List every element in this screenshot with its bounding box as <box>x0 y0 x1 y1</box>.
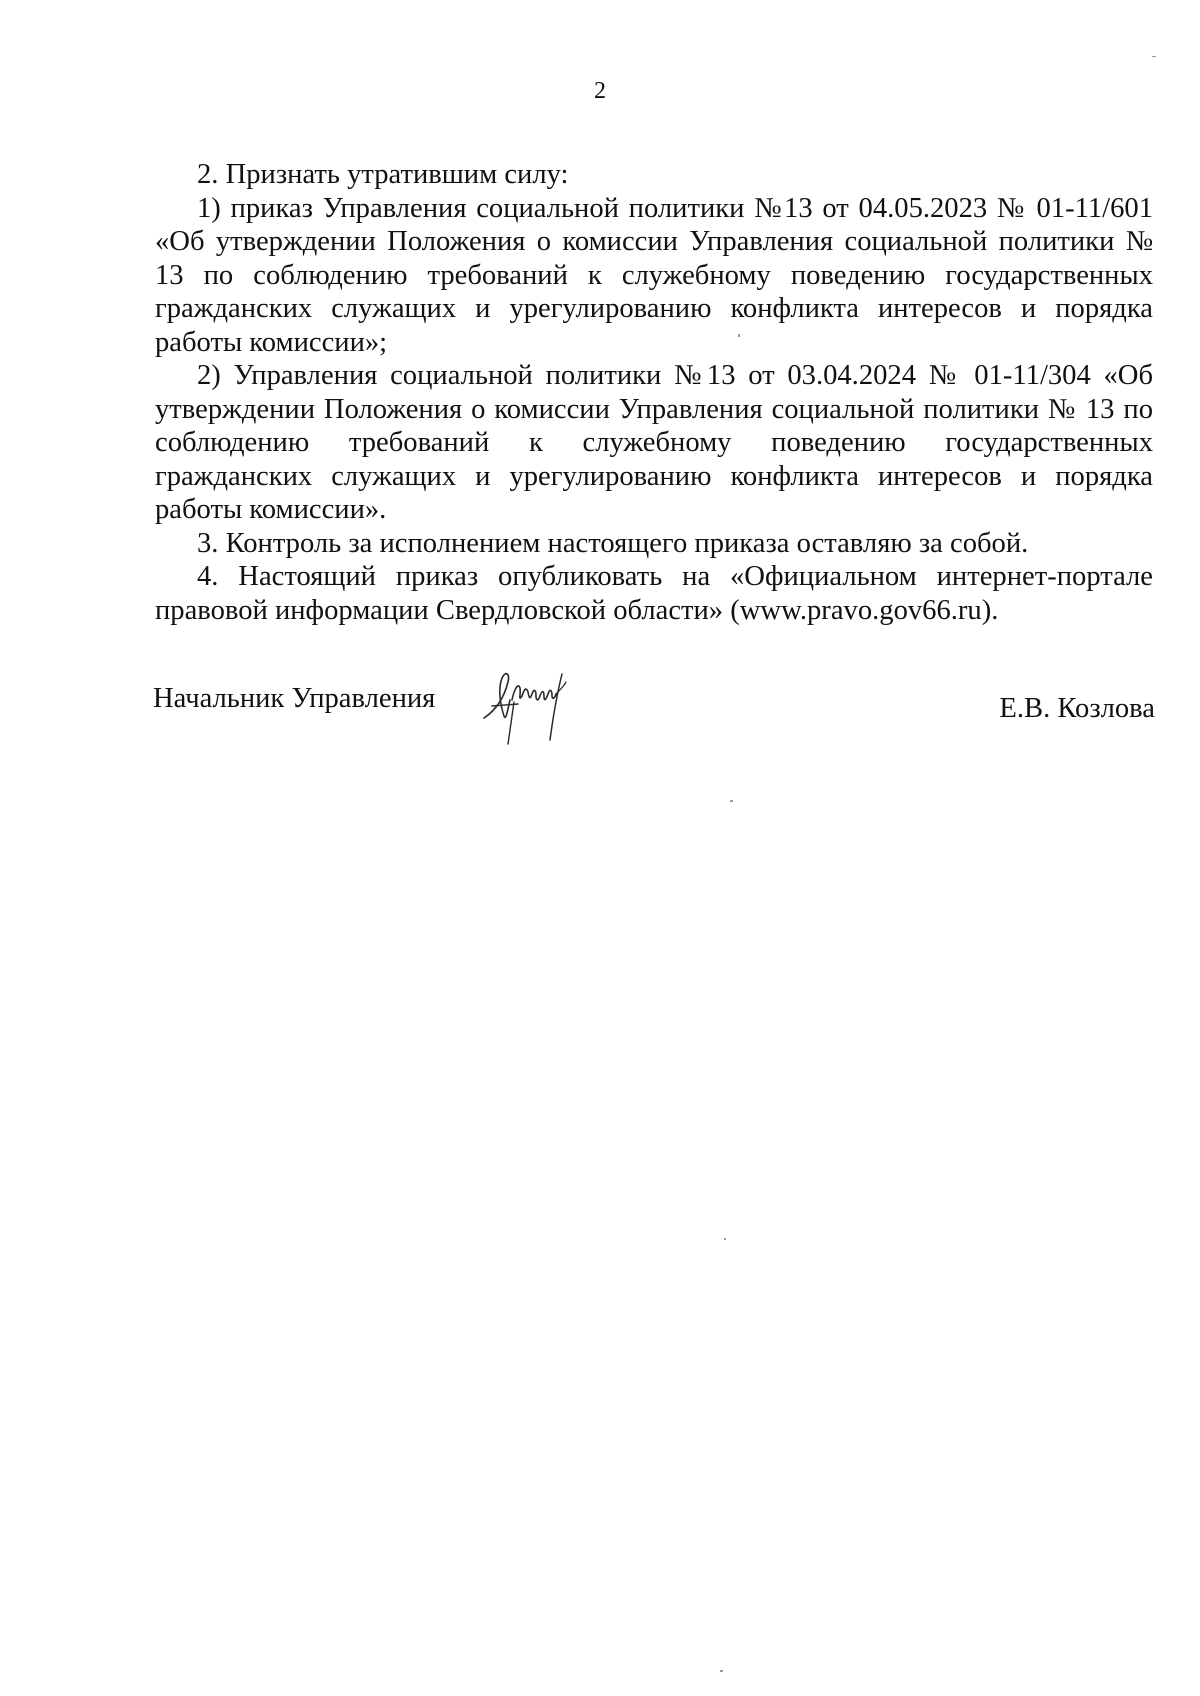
scan-speck <box>730 800 733 802</box>
document-body <box>155 158 1153 627</box>
scan-speck <box>720 1670 723 1672</box>
page-number: 2 <box>594 78 606 104</box>
handwritten-signature-icon <box>478 660 588 750</box>
paragraph-subitem-1: 1) приказ Управления социальной политики №13 от 04.05.2023 № 01-11/601 «Об утверждении Положения о комиссии Управления социальной политики № 13 по соблюдению требований к служебному поведению государственных гражданских служащих и урегулированию конфликта интересов и порядка работы комиссии»; <box>155 192 1153 358</box>
paragraph-item-4: 4. Настоящий приказ опубликовать на «Официальном интернет-портале правовой информации Свердловской области» (www.pravo.gov66.ru). <box>155 561 1153 626</box>
scan-speck <box>724 1238 726 1240</box>
signature-block <box>0 660 1200 750</box>
paragraph-subitem-2: 2) Управления социальной политики №13 от 03.04.2024 № 01-11/304 «Об утверждении Положения о комиссии Управления социальной политики № 13 по соблюдению требований к служебному поведению государственных гражданских служащих и урегулированию конфликта интересов и порядка работы комиссии». <box>155 360 1153 525</box>
paragraph-item-2: 2. Признать утратившим силу: <box>197 159 569 190</box>
signatory-name: Е.В. Козлова <box>999 693 1155 724</box>
signatory-position: Начальник Управления <box>153 683 436 714</box>
scan-speck <box>738 334 740 337</box>
paragraph-item-3: 3. Контроль за исполнением настоящего приказа оставляю за собой. <box>197 527 1029 559</box>
scan-speck <box>1152 56 1156 57</box>
